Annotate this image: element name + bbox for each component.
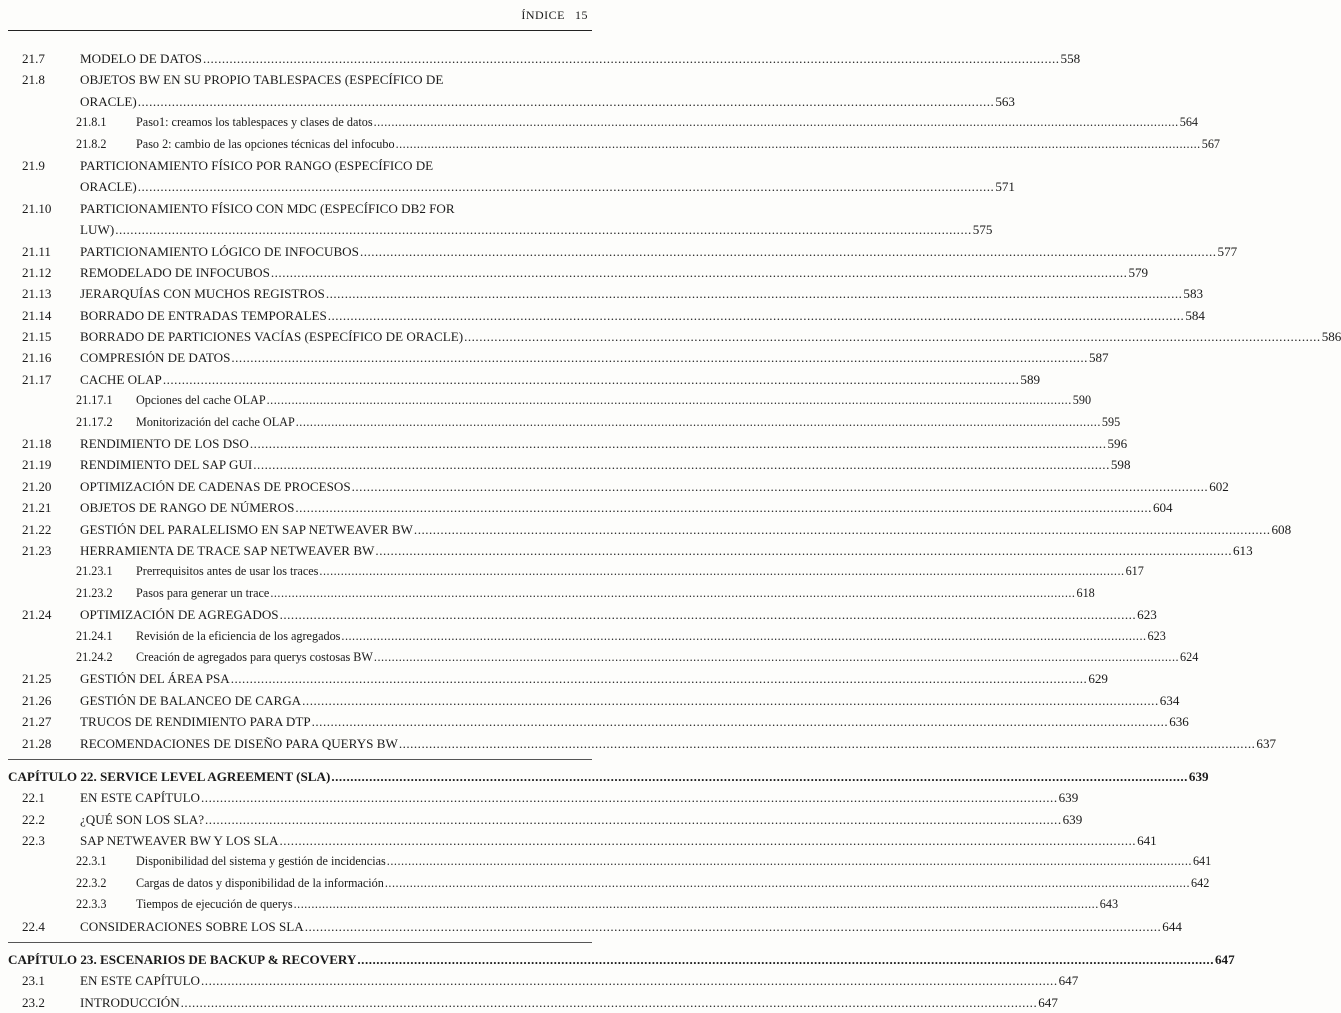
toc-entry-page: 637: [1256, 735, 1277, 751]
dot-leader: [253, 454, 1110, 475]
toc-entry-title: Tiempos de ejecución de querys: [136, 897, 293, 912]
toc-entry-title: HERRAMIENTA DE TRACE SAP NETWEAVER BW: [80, 542, 375, 558]
dot-leader: [231, 347, 1088, 368]
toc-entry-number: 21.24.2: [76, 649, 113, 664]
toc-entry-page: 641: [1192, 854, 1212, 869]
toc-chapter-entry[interactable]: [0, 766, 1209, 787]
chapter-separator: [0, 754, 600, 766]
toc-entry-title: Paso1: creamos los tablespaces y clases de datos: [136, 115, 373, 130]
toc-entry-number: 21.24: [22, 607, 52, 623]
dot-leader: [305, 916, 1162, 937]
toc-entry-title: REMODELADO DE INFOCUBOS: [80, 264, 270, 280]
header-rule: [8, 30, 592, 31]
toc-entry-page: 643: [1099, 897, 1119, 912]
toc-entry[interactable]: [0, 262, 1149, 283]
toc-entry-title: RENDIMIENTO DE LOS DSO: [80, 436, 249, 452]
chapter-separator: [0, 937, 600, 949]
toc-entry-page: 617: [1125, 564, 1144, 579]
toc-entry[interactable]: [0, 916, 1182, 937]
toc-entry[interactable]: [0, 604, 1157, 625]
dot-leader: [396, 134, 1201, 155]
toc-entry[interactable]: [0, 626, 1166, 647]
dot-leader: [231, 668, 1088, 689]
toc-entry-title: INTRODUCCIÓN: [80, 994, 180, 1010]
toc-entry[interactable]: [0, 91, 1015, 112]
toc-entry[interactable]: [0, 668, 1108, 689]
toc-entry-number: 22.1: [22, 790, 45, 806]
toc-entry-title: CONSIDERACIONES SOBRE LOS SLA: [80, 918, 304, 934]
dot-leader: [295, 497, 1152, 518]
toc-entry-title: ¿QUÉ SON LOS SLA?: [80, 811, 205, 827]
toc-entry-number: 21.17.2: [76, 414, 113, 429]
toc-entry-page: 602: [1209, 478, 1229, 494]
toc-entry-number: 21.17: [22, 371, 52, 387]
toc-entry-number: 21.23.2: [76, 585, 113, 600]
toc-entry[interactable]: [0, 454, 1131, 475]
toc-entry[interactable]: [0, 412, 1121, 433]
toc-entry-title: ORACLE): [80, 179, 137, 195]
dot-leader: [203, 48, 1060, 69]
toc-entry-number: 21.7: [22, 51, 45, 66]
dot-leader: [271, 262, 1128, 283]
toc-entry-number: 21.10: [22, 200, 52, 216]
toc-entry-title: Cargas de datos y disponibilidad de la información: [136, 875, 384, 890]
toc-entry-page: 634: [1159, 692, 1180, 708]
toc-entry-title: LUW): [80, 222, 115, 238]
toc-entry[interactable]: [0, 647, 1199, 668]
header-page-number: 15: [575, 8, 588, 22]
toc-entry-number: 22.3.1: [76, 854, 107, 869]
toc-entry-number: 21.24.1: [76, 628, 113, 643]
toc-entry-page: 575: [972, 222, 993, 238]
toc-entry[interactable]: [0, 155, 600, 176]
toc-entry-number: 23.2: [22, 994, 45, 1010]
toc-entry[interactable]: [0, 540, 1253, 561]
toc-entry-page: 639: [1062, 811, 1083, 827]
dot-leader: [267, 390, 1072, 411]
toc-entry-title: EN ESTE CAPÍTULO: [80, 973, 201, 989]
dot-leader: [201, 787, 1058, 808]
toc-entry-page: 598: [1110, 457, 1131, 473]
toc-entry-page: 647: [1058, 973, 1079, 989]
dot-leader: [352, 476, 1209, 497]
dot-leader: [387, 851, 1192, 872]
toc-entry-page: 586: [1321, 329, 1341, 345]
toc-entry-title: PARTICIONAMIENTO FÍSICO CON MDC (ESPECÍFICO DB2 FOR: [80, 200, 455, 216]
dot-leader: [138, 176, 995, 197]
toc-entry-title: GESTIÓN DE BALANCEO DE CARGA: [80, 692, 302, 708]
toc-entry-number: 21.8.2: [76, 136, 107, 151]
toc-entry-title: Monitorización del cache OLAP: [136, 414, 295, 429]
toc-entry-page: 596: [1107, 436, 1128, 452]
toc-entry[interactable]: [0, 851, 1212, 872]
dot-leader: [138, 91, 995, 112]
toc-entry-page: 558: [1060, 51, 1081, 66]
toc-entry-page: 636: [1169, 714, 1189, 730]
dot-leader: [302, 690, 1159, 711]
dot-leader: [163, 369, 1020, 390]
toc-entry-number: 21.28: [22, 735, 52, 751]
toc-entry-title: RENDIMIENTO DEL SAP GUI: [80, 457, 253, 473]
toc-entry[interactable]: [0, 241, 1238, 262]
dot-leader: [374, 112, 1179, 133]
toc-entry-title: OPTIMIZACIÓN DE AGREGADOS: [80, 607, 279, 623]
toc-entry-page: 608: [1271, 521, 1292, 537]
toc-entry-page: 571: [995, 179, 1015, 195]
toc-entry-page: 604: [1152, 500, 1173, 516]
toc-entry[interactable]: [0, 48, 1081, 69]
toc-entry[interactable]: [0, 69, 600, 90]
dot-leader: [414, 519, 1271, 540]
toc-entry-title: CACHE OLAP: [80, 371, 162, 387]
dot-leader: [115, 219, 972, 240]
dot-leader: [280, 604, 1137, 625]
toc-entry[interactable]: [0, 347, 1109, 368]
toc-entry-title: EN ESTE CAPÍTULO: [80, 790, 201, 806]
toc-entry-number: 21.9: [22, 157, 45, 173]
dot-leader: [464, 326, 1321, 347]
toc-entry-page: 595: [1101, 414, 1121, 429]
toc-entry-number: 21.11: [22, 243, 51, 259]
toc-entry-title: BORRADO DE ENTRADAS TEMPORALES: [80, 307, 327, 323]
toc-entry-title: PARTICIONAMIENTO LÓGICO DE INFOCUBOS: [80, 243, 359, 259]
running-header: [521, 8, 588, 23]
toc-entry-number: 22.3.2: [76, 875, 107, 890]
toc-entry-page: 623: [1137, 607, 1157, 623]
toc-entry-title: JERARQUÍAS CON MUCHOS REGISTROS: [80, 286, 325, 302]
toc-entry-number: 21.18: [22, 436, 52, 452]
dot-leader: [357, 949, 1214, 970]
toc-entry-title: GESTIÓN DEL PARALELISMO EN SAP NETWEAVER BW: [80, 521, 413, 537]
toc-entry-page: 641: [1137, 833, 1157, 849]
toc-entry[interactable]: [0, 690, 1180, 711]
dot-leader: [331, 766, 1188, 787]
toc-entry-title: GESTIÓN DEL ÁREA PSA: [80, 671, 230, 687]
toc-entry-page: 587: [1088, 350, 1109, 366]
toc-entry-number: 21.23.1: [76, 564, 113, 579]
toc-entry[interactable]: [0, 497, 1173, 518]
toc-entry-page: 583: [1183, 286, 1204, 302]
toc-entry[interactable]: [0, 561, 1144, 582]
toc-entry-number: 21.19: [22, 457, 52, 473]
toc-entry-page: 563: [995, 93, 1015, 109]
toc-entry-title: PARTICIONAMIENTO FÍSICO POR RANGO (ESPECÍFICO DE: [80, 157, 434, 173]
toc-entry-title: Revisión de la eficiencia de los agregados: [136, 628, 341, 643]
toc-entry[interactable]: [0, 283, 1204, 304]
toc-entry[interactable]: [0, 733, 1277, 754]
toc-entry-number: 21.20: [22, 478, 52, 494]
toc-entry-title: Disponibilidad del sistema y gestión de incidencias: [136, 854, 386, 869]
toc-entry-number: 21.25: [22, 671, 52, 687]
toc-entry-title: Opciones del cache OLAP: [136, 393, 266, 408]
toc-entry[interactable]: [0, 176, 1015, 197]
toc-entry-number: 21.26: [22, 692, 52, 708]
dot-leader: [296, 412, 1101, 433]
toc-entry-page: 639: [1188, 768, 1209, 784]
toc-entry-title: OPTIMIZACIÓN DE CADENAS DE PROCESOS: [80, 478, 351, 494]
dot-leader: [279, 830, 1136, 851]
toc-entry-number: 23.1: [22, 973, 45, 989]
toc-entry-number: 21.8: [22, 72, 45, 88]
toc-entry-page: 644: [1162, 918, 1182, 934]
toc-entry-number: 21.17.1: [76, 393, 113, 408]
toc-entry-number: 21.22: [22, 521, 52, 537]
toc-entry-title: CAPÍTULO 23. ESCENARIOS DE BACKUP & RECOVERY: [8, 952, 357, 968]
dot-leader: [250, 433, 1107, 454]
toc-entry-number: 21.21: [22, 500, 52, 516]
toc-entry-number: 21.14: [22, 307, 52, 323]
toc-entry-title: SAP NETWEAVER BW Y LOS SLA: [80, 833, 279, 849]
dot-leader: [375, 540, 1232, 561]
toc-entry-page: 623: [1147, 628, 1166, 643]
toc-entry[interactable]: [0, 830, 1157, 851]
toc-entry[interactable]: [0, 894, 1119, 915]
dot-leader: [312, 711, 1169, 732]
toc-entry-number: 21.8.1: [76, 115, 107, 130]
toc-entry[interactable]: [0, 519, 1292, 540]
toc-entry-page: 613: [1233, 542, 1253, 558]
dot-leader: [328, 305, 1185, 326]
toc-entry-number: 21.13: [22, 286, 52, 302]
toc-entry[interactable]: [0, 390, 1092, 411]
dot-leader: [399, 733, 1256, 754]
dot-leader: [319, 561, 1124, 582]
toc-entry-title: COMPRESIÓN DE DATOS: [80, 350, 231, 366]
toc-entry-number: 22.2: [22, 811, 45, 827]
toc-entry-page: 567: [1201, 136, 1220, 151]
toc-entry[interactable]: [0, 433, 1128, 454]
toc-entry[interactable]: [0, 809, 1083, 830]
toc-entry-page: 624: [1180, 649, 1199, 664]
toc-entry-page: 647: [1038, 994, 1058, 1010]
dot-leader: [326, 283, 1183, 304]
toc-entry-page: 564: [1179, 115, 1198, 130]
toc-entry-title: RECOMENDACIONES DE DISEÑO PARA QUERYS BW: [80, 735, 398, 751]
toc-entry-page: 589: [1020, 371, 1041, 387]
table-of-contents: [0, 48, 1341, 1013]
toc-entry-page: 618: [1076, 585, 1095, 600]
toc-entry[interactable]: [0, 198, 600, 219]
dot-leader: [360, 241, 1217, 262]
toc-entry-title: ORACLE): [80, 93, 137, 109]
toc-entry-number: 21.12: [22, 264, 52, 280]
toc-entry-number: 21.27: [22, 714, 52, 730]
dot-leader: [270, 583, 1075, 604]
toc-entry-title: OBJETOS BW EN SU PROPIO TABLESPACES (ESPECÍFICO DE: [80, 72, 444, 88]
toc-entry-number: 21.16: [22, 350, 52, 366]
toc-entry[interactable]: [0, 305, 1205, 326]
toc-entry-number: 21.23: [22, 542, 52, 558]
toc-entry[interactable]: [0, 369, 1041, 390]
toc-entry-number: 22.4: [22, 918, 45, 934]
toc-entry-page: 642: [1191, 875, 1210, 890]
toc-entry-page: 579: [1128, 264, 1149, 280]
toc-entry-number: 21.15: [22, 329, 52, 345]
toc-entry[interactable]: [0, 873, 1210, 894]
toc-entry-title: Paso 2: cambio de las opciones técnicas del infocubo: [136, 136, 395, 151]
toc-entry[interactable]: [0, 219, 993, 240]
toc-entry-title: Creación de agregados para querys costosas BW: [136, 649, 373, 664]
toc-chapter-entry[interactable]: [0, 949, 1235, 970]
dot-leader: [341, 626, 1146, 647]
toc-entry-title: TRUCOS DE RENDIMIENTO PARA DTP: [80, 714, 311, 730]
dot-leader: [374, 647, 1179, 668]
toc-entry-title: Prerrequisitos antes de usar los traces: [136, 564, 319, 579]
dot-leader: [385, 873, 1190, 894]
toc-entry-number: 22.3: [22, 833, 45, 849]
toc-entry-page: 629: [1088, 671, 1108, 687]
toc-entry-title: Pasos para generar un trace: [136, 585, 270, 600]
toc-entry[interactable]: [0, 476, 1229, 497]
toc-entry-number: 22.3.3: [76, 897, 107, 912]
toc-entry[interactable]: [0, 112, 1198, 133]
toc-entry[interactable]: [0, 992, 1058, 1013]
dot-leader: [181, 992, 1038, 1013]
toc-entry[interactable]: [0, 970, 1079, 991]
toc-entry-page: 584: [1185, 307, 1205, 323]
dot-leader: [294, 894, 1099, 915]
toc-entry-page: 590: [1072, 393, 1092, 408]
toc-entry[interactable]: [0, 711, 1189, 732]
dot-leader: [205, 809, 1062, 830]
toc-entry-page: 639: [1058, 790, 1079, 806]
header-title: ÍNDICE: [521, 8, 565, 22]
toc-entry-page: 647: [1214, 952, 1235, 968]
toc-entry[interactable]: [0, 787, 1079, 808]
toc-entry-title: MODELO DE DATOS: [80, 51, 202, 66]
toc-entry-page: 577: [1217, 243, 1238, 259]
dot-leader: [201, 970, 1058, 991]
toc-entry[interactable]: [0, 326, 1341, 347]
toc-entry-title: CAPÍTULO 22. SERVICE LEVEL AGREEMENT (SLA): [8, 768, 331, 784]
toc-entry-title: OBJETOS DE RANGO DE NÚMEROS: [80, 500, 295, 516]
toc-entry[interactable]: [0, 583, 1095, 604]
toc-entry[interactable]: [0, 134, 1220, 155]
toc-entry-title: BORRADO DE PARTICIONES VACÍAS (ESPECÍFICO DE ORACLE): [80, 329, 464, 345]
